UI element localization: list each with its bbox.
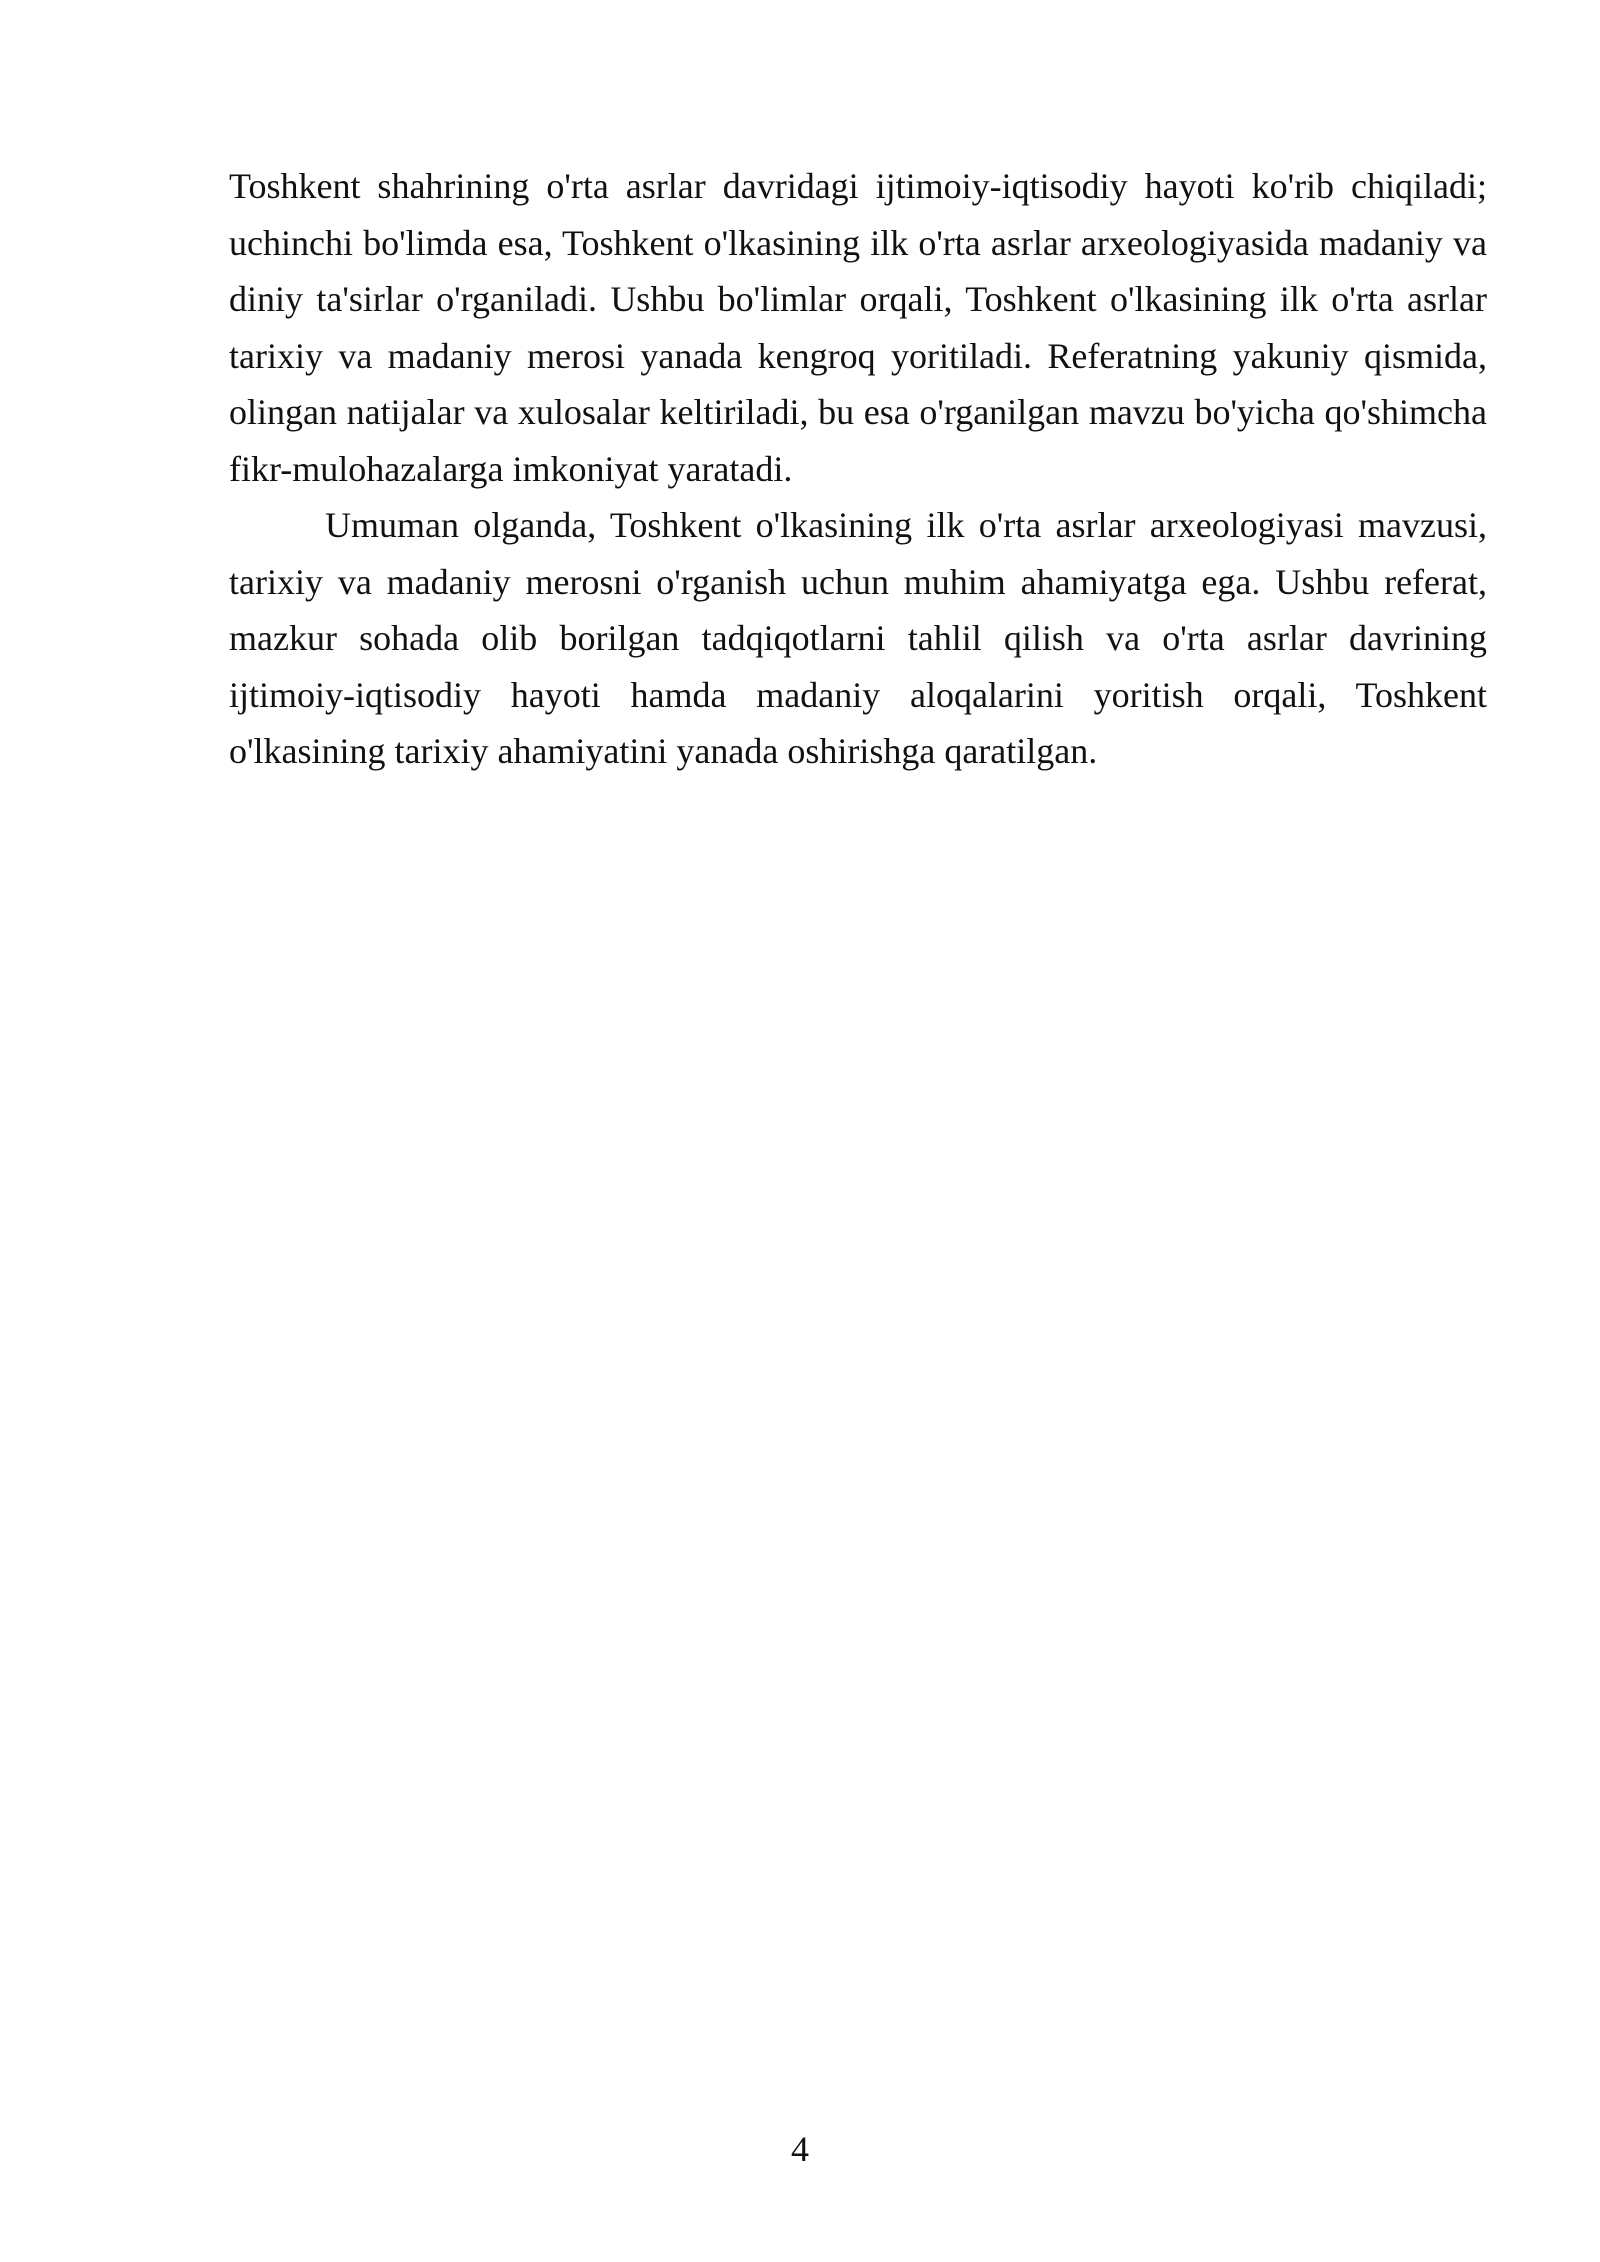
body-text xyxy=(229,158,1487,780)
paragraph-conclusion: Umuman olganda, Toshkent o'lkasining ilk o'rta asrlar arxeologiyasi mavzusi, tarixiy va madaniy merosni o'rganish uchun muhim ahamiyatga ega. Ushbu referat, mazkur sohada olib borilgan tadqiqotlarni tahlil qilish va o'rta asrlar davrining ijtimoiy-iqtisodiy hayoti hamda madaniy aloqalarini yoritish orqali, Toshkent o'lkasining tarixiy ahamiyatini yanada oshirishga qaratilgan. xyxy=(229,505,1487,771)
page-number: 4 xyxy=(791,2129,809,2169)
paragraph-continuation: Toshkent shahrining o'rta asrlar davridagi ijtimoiy-iqtisodiy hayoti ko'rib chiqiladi; uchinchi bo'limda esa, Toshkent o'lkasining ilk o'rta asrlar arxeologiyasida madaniy va diniy ta'sirlar o'rganiladi. Ushbu bo'limlar orqali, Toshkent o'lkasining ilk o'rta asrlar tarixiy va madaniy merosi yanada kengroq yoritiladi. Referatning yakuniy qismida, olingan natijalar va xulosalar keltiriladi, bu esa o'rganilgan mavzu bo'yicha qo'shimcha fikr-mulohazalarga imkoniyat yaratadi. xyxy=(229,166,1487,489)
